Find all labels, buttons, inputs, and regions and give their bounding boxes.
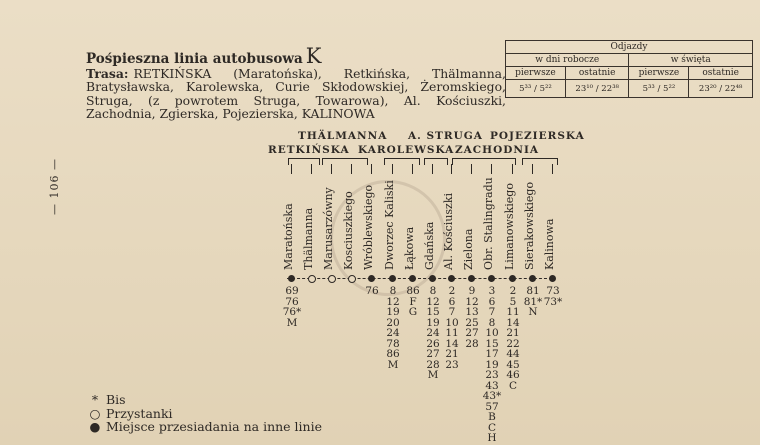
table-cell: 23²⁰ / 22⁴⁸ (689, 80, 753, 98)
connection-line: 8 (488, 316, 496, 329)
connection-line: B (488, 411, 496, 423)
connection-line: 19 (426, 316, 440, 329)
transfer-stop-marker (549, 275, 556, 282)
street-label: A. STRUGA (408, 130, 483, 142)
route-label: Trasa: (86, 66, 129, 81)
connection-line: 25 (465, 316, 479, 329)
transfer-stop-marker (409, 275, 416, 282)
connection-line: 8 (389, 285, 397, 297)
stop-name: Al. Kościuszki (442, 192, 455, 270)
transfer-stop-marker (389, 275, 396, 282)
street-bracket (288, 158, 320, 165)
street-bracket (384, 158, 420, 165)
legend-item: ● Miejsce przesiadania na inne linie (89, 419, 322, 434)
connection-line: 5 (509, 295, 517, 308)
connection-line: 19 (485, 358, 499, 371)
stop-name: Dworzec Kaliski (383, 180, 396, 270)
connection-line: 78 (386, 337, 400, 350)
legend (88, 393, 322, 434)
connection-line: 76 (285, 295, 299, 308)
stop-marker (348, 275, 356, 283)
stop-name: Obr. Stalingradu (482, 177, 495, 270)
transfer-stop-marker (529, 275, 536, 282)
connection-line: 2 (448, 285, 456, 297)
connection-list (543, 286, 563, 307)
connection-line: 12 (386, 295, 400, 308)
connection-list (383, 286, 403, 370)
connection-line: 10 (485, 327, 499, 339)
connection-line: 12 (465, 295, 479, 308)
connection-line: 2 (509, 285, 517, 297)
page-number: — 106 — (48, 158, 61, 215)
connection-line: M (286, 316, 298, 329)
line-letter: K (305, 44, 322, 68)
connection-line: 45 (506, 358, 520, 371)
connection-line: 81* (523, 295, 543, 308)
table-cell: 5³³ / 5²² (506, 80, 566, 98)
connection-line: 23 (445, 358, 459, 371)
stop-name: Thälmanna (302, 207, 315, 270)
stop-tick (371, 164, 372, 174)
connection-line: 6 (448, 295, 456, 308)
connection-line: 43* (482, 390, 502, 402)
col-header: ostatnie (565, 67, 629, 80)
stop-name: Zielona (462, 228, 475, 270)
connection-list (482, 286, 502, 444)
connection-line: C (487, 421, 497, 434)
connection-line: 9 (468, 285, 476, 297)
connection-line: 26 (426, 337, 440, 350)
legend-item: * Bis (91, 392, 126, 407)
group-holidays: w święta (629, 54, 753, 67)
table-header: Odjazdy (506, 41, 753, 54)
connection-line: 57 (485, 400, 499, 413)
connection-list (462, 286, 482, 349)
street-label: RETKIŃSKA (268, 144, 350, 156)
connection-line: 11 (506, 306, 520, 318)
stop-tick (552, 164, 553, 174)
connection-line: 7 (448, 306, 456, 318)
connection-list (503, 286, 523, 391)
connection-line: 73* (543, 295, 563, 308)
title-text: Pośpieszna linia autobusowa (86, 51, 303, 67)
stop-tick (331, 164, 332, 174)
stop-name: Łąkowa (403, 226, 416, 270)
connection-list (423, 286, 443, 381)
transfer-stop-marker (468, 275, 475, 282)
connection-line: 7 (488, 306, 496, 318)
stop-tick (291, 164, 292, 174)
connection-line: N (528, 306, 538, 318)
street-bracket (322, 158, 368, 165)
connection-line: 15 (485, 337, 499, 350)
connection-line: 24 (426, 327, 440, 339)
stop-name: Kalinowa (543, 218, 556, 270)
table-cell: 5³³ / 5²² (629, 80, 689, 98)
connection-line: 14 (445, 337, 459, 350)
connection-list (523, 286, 543, 318)
connection-line: 23 (485, 369, 499, 381)
col-header: pierwsze (629, 67, 689, 80)
connection-line: 81 (526, 285, 540, 297)
connection-line: 27 (426, 348, 440, 360)
stop-name: Marusarzówny (322, 187, 335, 270)
stop-tick (471, 164, 472, 174)
connection-list (362, 286, 382, 297)
stop-marker (328, 275, 336, 283)
street-labels (0, 0, 760, 200)
stop-tick (512, 164, 513, 174)
transfer-stop-marker (429, 275, 436, 282)
transfer-stop-marker (448, 275, 455, 282)
connection-line: G (408, 306, 418, 318)
connection-line: 15 (426, 306, 440, 318)
connection-line: 28 (426, 358, 440, 371)
connection-line: 73 (546, 285, 560, 297)
street-bracket (424, 158, 448, 165)
connection-line: 86 (406, 285, 420, 297)
connection-line: 44 (506, 348, 520, 360)
connection-line: 27 (465, 327, 479, 339)
connection-line: 20 (386, 316, 400, 329)
connection-line: 11 (445, 327, 459, 339)
stop-name: Kosciuszkiego (342, 191, 355, 270)
connection-line: 69 (285, 285, 299, 297)
connection-line: 21 (445, 348, 459, 360)
stop-tick (392, 164, 393, 174)
stop-name: Maratońska (282, 203, 295, 270)
street-bracket (452, 158, 516, 165)
stop-tick (491, 164, 492, 174)
stop-tick (412, 164, 413, 174)
stop-tick (451, 164, 452, 174)
connection-list (403, 286, 423, 318)
connection-line: 10 (445, 316, 459, 329)
connection-line: 14 (506, 316, 520, 329)
connection-line: 12 (426, 295, 440, 308)
connection-line: 3 (488, 285, 496, 297)
connection-line: 28 (465, 337, 479, 350)
street-label: POJEZIERSKA (490, 130, 585, 142)
route-text: RETKIŃSKA (Maratońska), Retkińska, Thälmanna, Bratysławska, Karolewska, Curie Skłodowskiej, Żeromskiego, Struga, (z powrotem Struga, Towarowa), Al. Kościuszki, Zachodnia, Zgierska, Pojezierska, KALINOWA (86, 66, 506, 122)
connection-line: H (487, 432, 497, 444)
connection-line: 76* (282, 306, 302, 318)
table-cell: 23¹⁰ / 22³⁸ (565, 80, 629, 98)
stop-tick (311, 164, 312, 174)
connection-line: 17 (485, 348, 499, 360)
connection-line: C (508, 379, 518, 392)
street-label: THÄLMANNA (298, 130, 388, 142)
connection-line: 46 (506, 369, 520, 381)
connection-line: 22 (506, 337, 520, 350)
connection-line: 43 (485, 379, 499, 392)
legend-item: ○ Przystanki (89, 405, 173, 421)
connection-line: 24 (386, 327, 400, 339)
transfer-stop-marker (368, 275, 375, 282)
connection-line: 21 (506, 327, 520, 339)
transfer-stop-marker (488, 275, 495, 282)
col-header: pierwsze (506, 67, 566, 80)
connection-line: 6 (488, 295, 496, 308)
stop-name: Sierakowskiego (523, 181, 536, 270)
street-label: ZACHODNIA (455, 144, 539, 156)
connection-line: 13 (465, 306, 479, 318)
stop-tick (351, 164, 352, 174)
transfer-stop-marker (509, 275, 516, 282)
street-label: KAROLEWSKA (358, 144, 455, 156)
connection-line: 19 (386, 306, 400, 318)
group-weekdays: w dni robocze (506, 54, 629, 67)
col-header: ostatnie (689, 67, 753, 80)
connection-line: F (409, 295, 417, 308)
connection-line: 8 (429, 285, 437, 297)
transfer-stop-marker (288, 275, 295, 282)
connection-line: M (427, 369, 439, 381)
stop-name: Gdańska (423, 221, 436, 270)
connection-list (282, 286, 302, 328)
stop-tick (532, 164, 533, 174)
connection-list (442, 286, 462, 370)
connection-line: 76 (365, 285, 379, 297)
stop-marker (308, 275, 316, 283)
stop-tick (432, 164, 433, 174)
connection-line: M (387, 358, 399, 371)
connection-line: 86 (386, 348, 400, 360)
stop-name: Wróblewskiego (362, 184, 375, 270)
stop-name: Limanowskiego (503, 183, 516, 270)
